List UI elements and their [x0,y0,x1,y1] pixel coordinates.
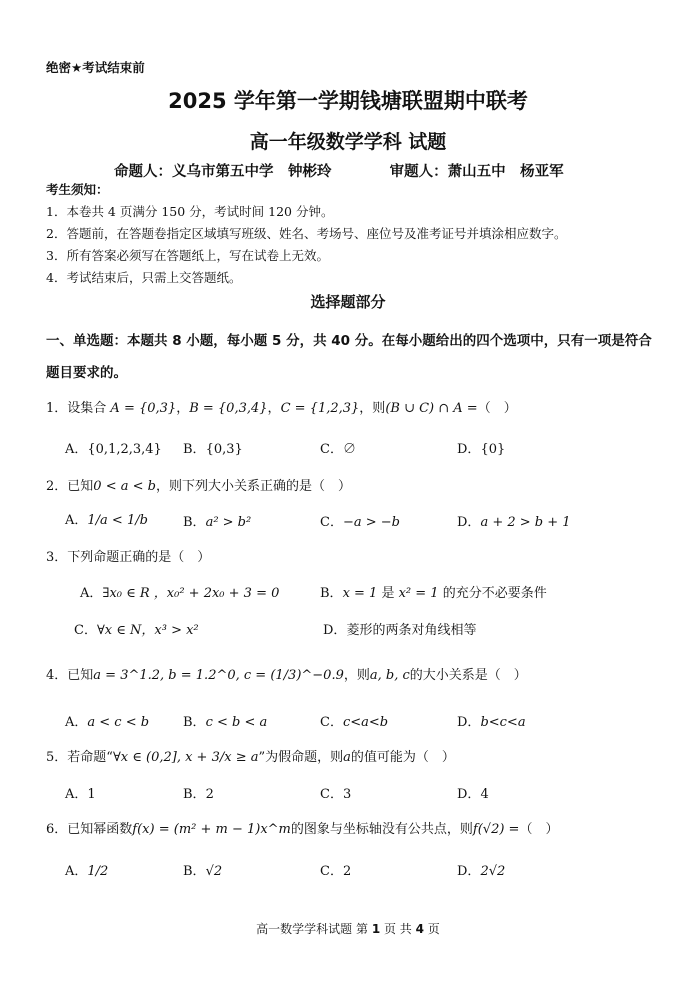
notice-item: 4．考试结束后，只需上交答题纸。 [46,270,242,285]
q5-option-c[interactable]: C．3 [320,787,352,802]
question-5: 5．若命题“∀x ∈ (0,2], x + 3/x ≥ a”为假命题，则a的值可能为（ ） [46,750,455,765]
q4-option-d[interactable]: D．b<c<a [457,715,526,730]
q6-option-a[interactable]: A．1/2 [65,864,109,879]
section-intro: 一、单选题：本题共 8 小题，每小题 5 分，共 40 分。在每小题给出的四个选项中，只有一项是符合 [46,333,652,349]
authors-line [114,160,564,181]
q3-option-b[interactable]: B．x = 1 是 x² = 1 的充分不必要条件 [320,586,547,601]
q5-option-a[interactable]: A．1 [65,787,96,802]
q3-option-c[interactable]: C．∀x ∈ N，x³ > x² [74,623,199,638]
q4-option-a[interactable]: A．a < c < b [65,715,150,730]
author-label: 命题人：义乌市第五中学 钟彬玲 [114,164,332,180]
page-footer: 高一数学学科试题 第 1 页 共 4 页 [256,922,440,936]
q6-option-d[interactable]: D．2√2 [457,864,506,879]
question-4: 4．已知a = 3^1.2, b = 1.2^0, c = (1/3)^−0.9，则a, b, c的大小关系是（ ） [46,668,527,683]
exam-subtitle: 高一年级数学学科 试题 [249,131,447,153]
question-2: 2．已知0 < a < b，则下列大小关系正确的是（ ） [46,479,351,494]
q2-option-b[interactable]: B．a² > b² [183,515,252,530]
section-title: 选择题部分 [310,293,386,311]
q4-option-b[interactable]: B．c < b < a [183,715,268,730]
notice-item: 2．答题前，在答题卷指定区域填写班级、姓名、考场号、座位号及准考证号并填涂相应数字。 [46,226,567,241]
section-intro-cont: 题目要求的。 [46,365,127,381]
q2-option-d[interactable]: D．a + 2 > b + 1 [457,515,571,530]
q2-option-c[interactable]: C．−a > −b [320,515,400,530]
q1-option-c[interactable]: C．∅ [320,442,356,457]
page-total: 4 [415,922,424,936]
question-1: 1．设集合 A = {0,3}，B = {0,3,4}，C = {1,2,3}，则(B ∪ C) ∩ A =（ ） [46,401,517,416]
q6-option-c[interactable]: C．2 [320,864,352,879]
q1-option-a[interactable]: A．{0,1,2,3,4} [65,442,162,457]
q6-option-b[interactable]: B．√2 [183,864,223,879]
q1-option-d[interactable]: D．{0} [457,442,506,457]
notice-item: 3．所有答案必须写在答题纸上，写在试卷上无效。 [46,248,329,263]
q5-option-b[interactable]: B．2 [183,787,214,802]
reviewer-label: 审题人：萧山五中 杨亚军 [389,164,564,180]
q3-option-a[interactable]: A．∃x₀ ∈ R ，x₀² + 2x₀ + 3 = 0 [80,586,280,601]
q1-option-b[interactable]: B．{0,3} [183,442,243,457]
notice-heading: 考生须知： [46,182,109,197]
notice-item: 1．本卷共 4 页满分 150 分，考试时间 120 分钟。 [46,204,334,219]
exam-title: 2025 学年第一学期钱塘联盟期中联考 [168,89,528,113]
question-6: 6．已知幂函数f(x) = (m² + m − 1)x^m的图象与坐标轴没有公共点，则f(√2) =（ ） [46,822,559,837]
q5-option-d[interactable]: D．4 [457,787,489,802]
q3-option-d[interactable]: D．菱形的两条对角线相等 [323,623,477,638]
q2-option-a[interactable]: A．1/a < 1/b [65,513,148,528]
question-3: 3．下列命题正确的是（ ） [46,550,211,565]
q4-option-c[interactable]: C．c<a<b [320,715,389,730]
confidential-label: 绝密★考试结束前 [46,60,145,75]
page-number: 1 [371,922,381,936]
